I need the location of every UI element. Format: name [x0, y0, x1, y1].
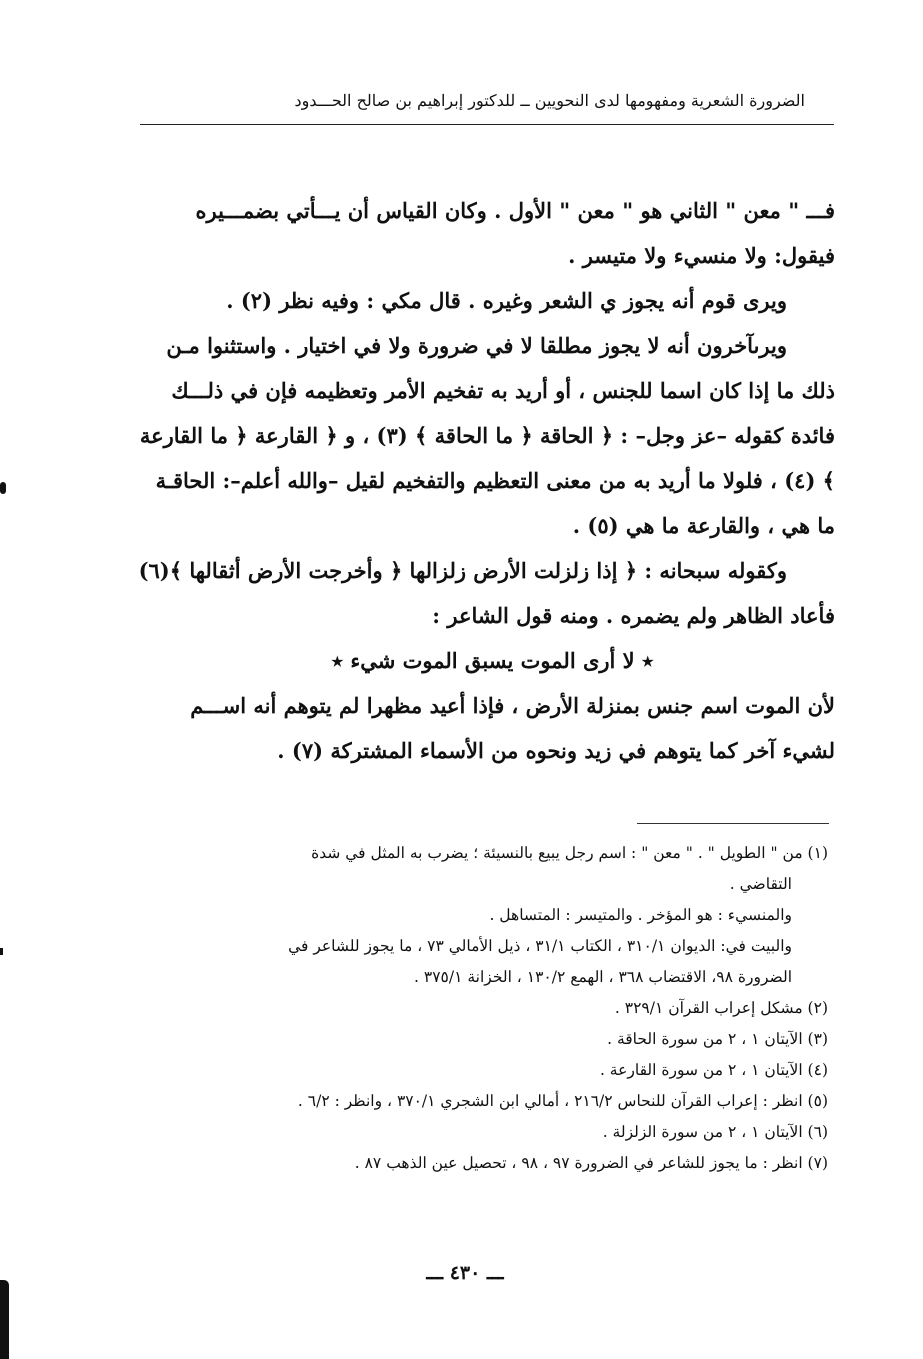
footnote-line: الضرورة ٩٨، الاقتضاب ٣٦٨ ، الهمع ١٣٠/٢ ، الخزانة ٣٧٥/١ .: [414, 968, 792, 986]
text-line: فيقول: ولا منسيء ولا متيسر .: [568, 243, 835, 268]
footnote-line: (٥) انظر : إعراب القرآن للنحاس ٢١٦/٢ ، أمالي ابن الشجري ٣٧٠/١ ، وانظر : ٦/٢ .: [297, 1092, 828, 1110]
footnote-line: (٦) الآيتان ١ ، ٢ من سورة الزلزلة .: [602, 1123, 828, 1141]
text-line: فأعاد الظاهر ولم يضمره . ومنه قول الشاعر :: [432, 603, 835, 628]
poetry-verse: ٭ لا أرى الموت يسبق الموت شيء ٭: [331, 648, 654, 673]
text-line: ذلك ما إذا كان اسما للجنس ، أو أريد به تفخيم الأمر وتعظيمه فإن في ذلـــك: [171, 378, 835, 403]
text-line: لشيء آخر كما يتوهم في زيد ونحوه من الأسماء المشتركة (٧) .: [277, 738, 835, 763]
running-header: الضرورة الشعرية ومفهومها لدى النحويين ــ للدكتور إبراهيم بن صالح الحـــدود: [294, 91, 805, 110]
footnote-line: (٢) مشكل إعراب القرآن ٣٢٩/١ .: [614, 999, 828, 1017]
text-line: فائدة كقوله –عز وجل– : ﴿ الحاقة ﴿ ما الحاقة ﴾ (٣) ، و ﴿ القارعة ﴿ ما القارعة: [139, 423, 835, 448]
footnote-line: والبيت في: الديوان ٣١٠/١ ، الكتاب ٣١/١ ، ذيل الأمالي ٧٣ ، ما يجوز للشاعر في: [288, 937, 792, 955]
header-rule: [140, 124, 834, 125]
text-line: ﴾ (٤) ، فلولا ما أريد به من معنى التعظيم والتفخيم لقيل –والله أعلم–: الحاقـة: [155, 468, 835, 493]
main-text: [120, 188, 835, 773]
text-line: لأن الموت اسم جنس بمنزلة الأرض ، فإذا أعيد مظهرا لم يتوهم أنه اســـم: [190, 693, 835, 718]
page-number: ـــ ٤٣٠ ـــ: [426, 1262, 504, 1284]
text-line: ويرى قوم أنه يجوز ي الشعر وغيره . قال مكي : وفيه نظر (٢) .: [226, 288, 787, 313]
text-line: وكقوله سبحانه : ﴿ إذا زلزلت الأرض زلزالها ﴿ وأخرجت الأرض أثقالها ﴾(٦): [138, 558, 787, 583]
footnote-line: والمنسيء : هو المؤخر . والمتيسر : المتساهل .: [489, 906, 792, 924]
scan-edge-shadow: [0, 1280, 9, 1359]
footnote-separator: [637, 823, 829, 824]
footnote-line: (١) من " الطويل " . " معن " : اسم رجل يبيع بالنسيئة ؛ يضرب به المثل في شدة: [311, 844, 828, 862]
footnote-line: (٣) الآيتان ١ ، ٢ من سورة الحاقة .: [607, 1030, 828, 1048]
text-line: ويرىآخرون أنه لا يجوز مطلقا لا في ضرورة ولا في اختيار . واستثنوا مـن: [166, 333, 787, 358]
footnote-line: التقاضي .: [729, 875, 792, 893]
scan-margin-mark: [0, 948, 3, 955]
footnotes: [128, 838, 828, 1179]
footnote-line: (٤) الآيتان ١ ، ٢ من سورة القارعة .: [599, 1061, 828, 1079]
footnote-line: (٧) انظر : ما يجوز للشاعر في الضرورة ٩٧ ، ٩٨ ، تحصيل عين الذهب ٨٧ .: [354, 1154, 828, 1172]
scan-margin-mark: [0, 482, 6, 494]
text-line: فـــ " معن " الثاني هو " معن " الأول . وكان القياس أن يـــأتي بضمـــيره: [195, 198, 835, 223]
text-line: ما هي ، والقارعة ما هي (٥) .: [572, 513, 835, 538]
